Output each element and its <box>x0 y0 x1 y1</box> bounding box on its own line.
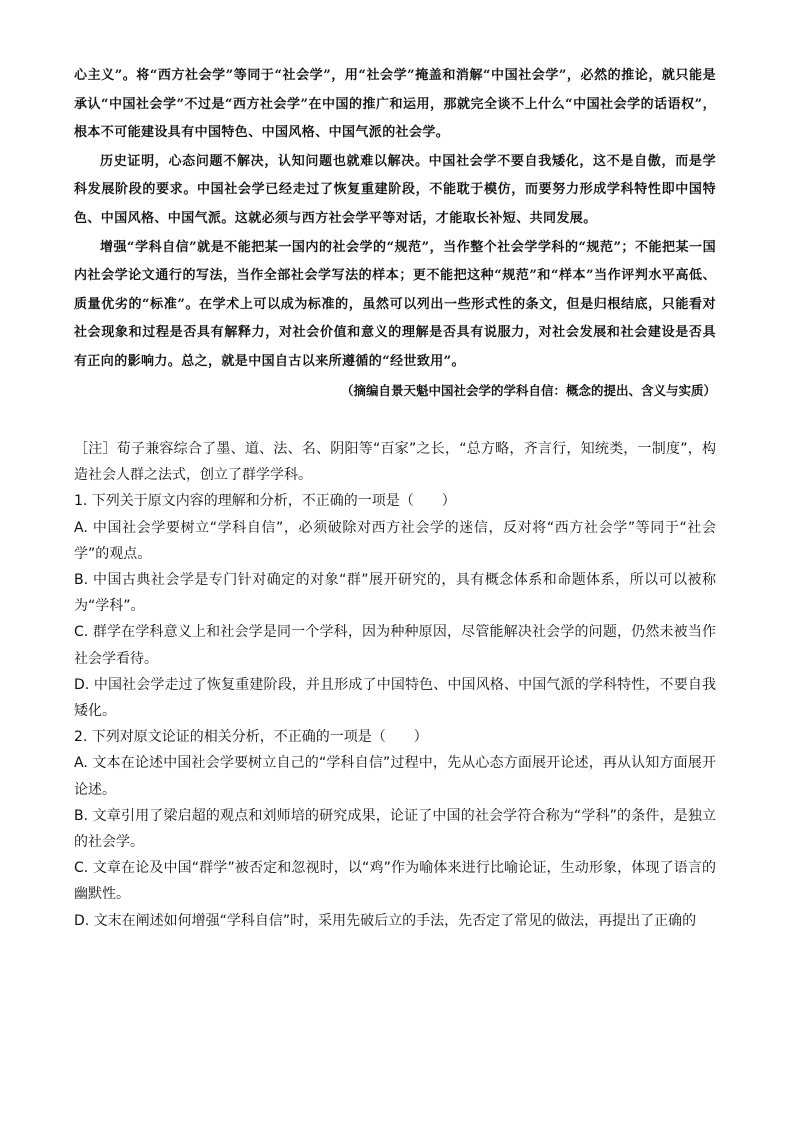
option-b: B. 文章引用了梁启超的观点和刘师培的研究成果，论证了中国的社会学符合称为“学科”的条件，是独立的社会学。 <box>74 807 716 851</box>
question-stem: 2. 下列对原文论证的相关分析，不正确的一项是（ ） <box>74 729 428 746</box>
question-1 <box>74 488 716 724</box>
option-b: B. 中国古典社会学是专门针对确定的对象“群”展开研究的，具有概念体系和命题体系，所以可以被称为“学科”。 <box>74 572 716 615</box>
questions-section <box>74 436 716 934</box>
annotation-note: ［注］荀子兼容综合了墨、道、法、名、阴阳等“百家”之长，“总方略，齐言行，知统类，一制度”，构造社会人群之法式，创立了群学学科。 <box>74 441 716 484</box>
option-d: D. 文末在阐述如何增强“学科自信”时，采用先破后立的手法，先否定了常见的做法，再提出了正确的 <box>74 912 697 929</box>
option-d: D. 中国社会学走过了恢复重建阶段，并且形成了中国特色、中国风格、中国气派的学科特性，不要自我矮化。 <box>74 676 716 720</box>
question-stem: 1. 下列关于原文内容的理解和分析，不正确的一项是（ ） <box>74 493 456 510</box>
question-2 <box>74 724 716 934</box>
option-c: C. 群学在学科意义上和社会学是同一个学科，因为种种原因，尽管能解决社会学的问题，仍然未被当作社会学看待。 <box>74 624 716 667</box>
passage-source: （摘编自景天魁中国社会学的学科自信：概念的提出、含义与实质） <box>340 383 716 398</box>
option-a: A. 文本在论述中国社会学要树立自己的“学科自信”过程中，先从心态方面展开论述，再从认知方面展开论述。 <box>74 755 716 798</box>
passage <box>74 62 716 377</box>
passage-paragraph-3: 增强“学科自信”就是不能把某一国内的社会学的“规范”，当作整个社会学学科的“规范”；不能把某一国内社会学论文通行的写法，当作全部社会学写法的样本；更不能把这种“规范”和“样本”当作评判水平高低、质量优劣的“标准”。在学术上可以成为标准的，虽然可以列出一些形式性的条文，但是归根结底，只能看对社会现象和过程是否具有解释力，对社会价值和意义的理解是否具有说服力，对社会发展和社会建设是否具有正向的影响力。总之，就是中国自古以来所遵循的“经世致用”。 <box>74 239 716 369</box>
passage-paragraph-1: 心主义”。将“西方社会学”等同于“社会学”，用“社会学”掩盖和消解“中国社会学”，必然的推论，就只能是承认“中国社会学”不过是“西方社会学”在中国的推广和运用，那就完全谈不上什么“中国社会学的话语权”，根本不可能建设具有中国特色、中国风格、中国气派的社会学。 <box>74 68 716 141</box>
option-c: C. 文章在论及中国“群学”被否定和忽视时，以“鸡”作为喻体来进行比喻论证，生动形象，体现了语言的幽默性。 <box>74 860 716 903</box>
passage-paragraph-2: 历史证明，心态问题不解决，认知问题也就难以解决。中国社会学不要自我矮化，这不是自傲，而是学科发展阶段的要求。中国社会学已经走过了恢复重建阶段，不能耽于模仿，而要努力形成学科特性即中国特色、中国风格、中国气派。这就必须与西方社会学平等对话，才能取长补短、共同发展。 <box>74 153 716 226</box>
option-a: A. 中国社会学要树立“学科自信”，必须破除对西方社会学的迷信，反对将“西方社会学”等同于“社会学”的观点。 <box>74 519 716 562</box>
